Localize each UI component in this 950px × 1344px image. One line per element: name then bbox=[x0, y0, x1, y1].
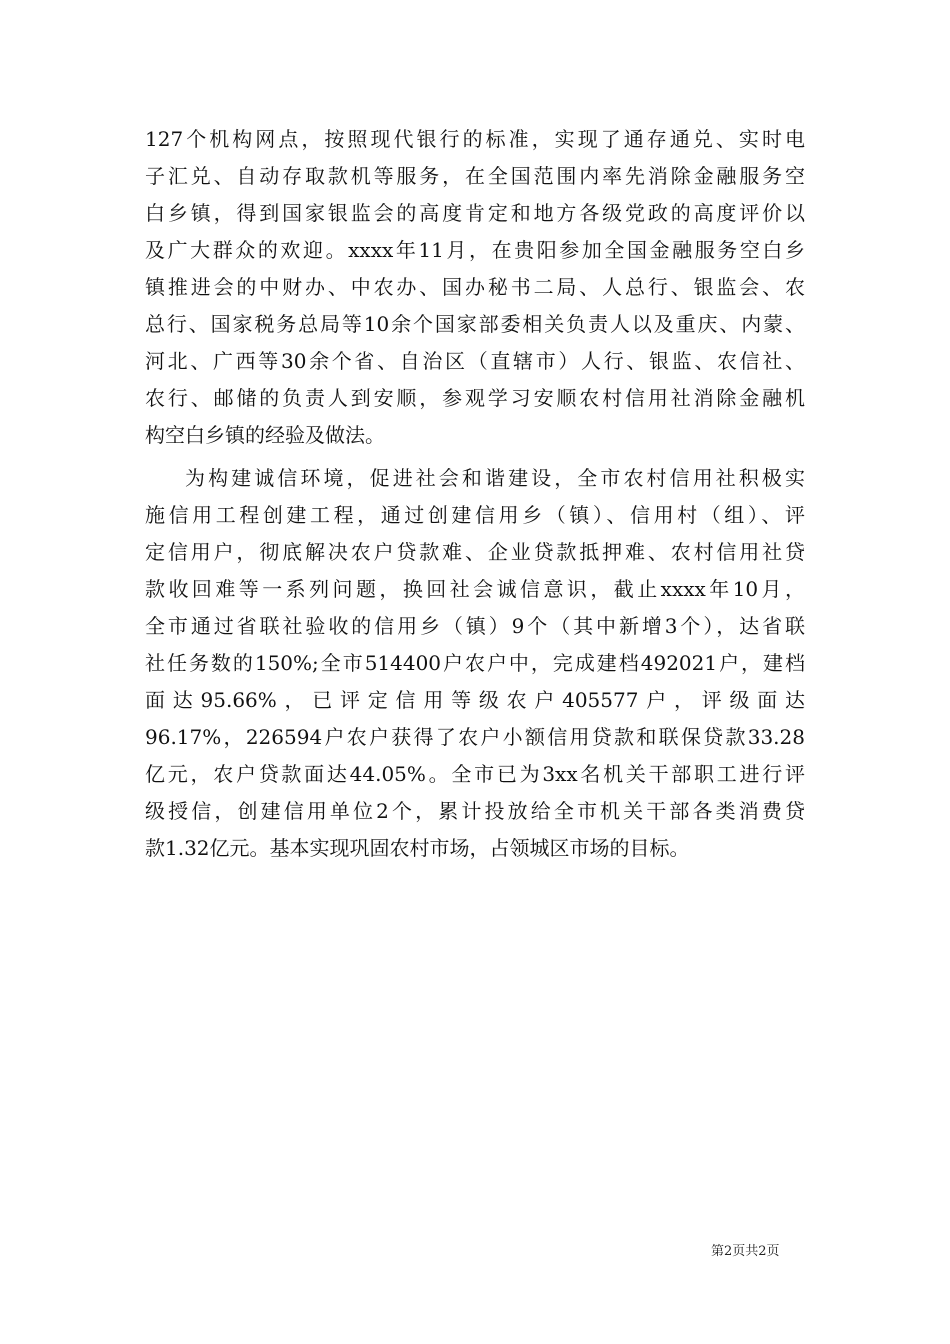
text-line: 总行、国家税务总局等10余个国家部委相关负责人以及重庆、内蒙、 bbox=[145, 312, 805, 336]
text-line: 亿元，农户贷款面达44.05%。全市已为3xx名机关干部职工进行评 bbox=[145, 762, 805, 786]
text-line: 农行、邮储的负责人到安顺，参观学习安顺农村信用社消除金融机 bbox=[145, 386, 805, 410]
text-line: 全市通过省联社验收的信用乡（镇）9个（其中新增3个），达省联 bbox=[145, 614, 805, 638]
page-number-footer: 第2页共2页 bbox=[711, 1244, 780, 1259]
text-line: 社任务数的150%;全市514400户农户中，完成建档492021户，建档 bbox=[145, 651, 805, 675]
text-line: 施信用工程创建工程，通过创建信用乡（镇）、信用村（组）、评 bbox=[145, 503, 805, 527]
text-line: 127个机构网点，按照现代银行的标准，实现了通存通兑、实时电 bbox=[145, 127, 805, 151]
text-line: 白乡镇，得到国家银监会的高度肯定和地方各级党政的高度评价以 bbox=[145, 201, 805, 225]
text-line: 款1.32亿元。基本实现巩固农村市场，占领城区市场的目标。 bbox=[145, 836, 690, 860]
text-line: 及广大群众的欢迎。xxxx年11月，在贵阳参加全国金融服务空白乡 bbox=[145, 238, 805, 262]
text-line: 定信用户，彻底解决农户贷款难、企业贷款抵押难、农村信用社贷 bbox=[145, 540, 805, 564]
paragraph-2 bbox=[145, 460, 805, 867]
text-line: 构空白乡镇的经验及做法。 bbox=[145, 423, 385, 447]
text-line: 面达95.66%，已评定信用等级农户405577户，评级面达 bbox=[145, 688, 805, 712]
text-line: 子汇兑、自动存取款机等服务，在全国范围内率先消除金融服务空 bbox=[145, 164, 805, 188]
text-line: 河北、广西等30余个省、自治区（直辖市）人行、银监、农信社、 bbox=[145, 349, 805, 373]
text-line: 级授信，创建信用单位2个，累计投放给全市机关干部各类消费贷 bbox=[145, 799, 805, 823]
text-line: 款收回难等一系列问题，换回社会诚信意识，截止xxxx年10月， bbox=[145, 577, 805, 601]
text-line: 为构建诚信环境，促进社会和谐建设，全市农村信用社积极实 bbox=[185, 466, 805, 490]
text-line: 96.17%，226594户农户获得了农户小额信用贷款和联保贷款33.28 bbox=[145, 725, 805, 749]
document-body bbox=[145, 121, 805, 867]
text-line: 镇推进会的中财办、中农办、国办秘书二局、人总行、银监会、农 bbox=[145, 275, 805, 299]
paragraph-1 bbox=[145, 121, 805, 454]
